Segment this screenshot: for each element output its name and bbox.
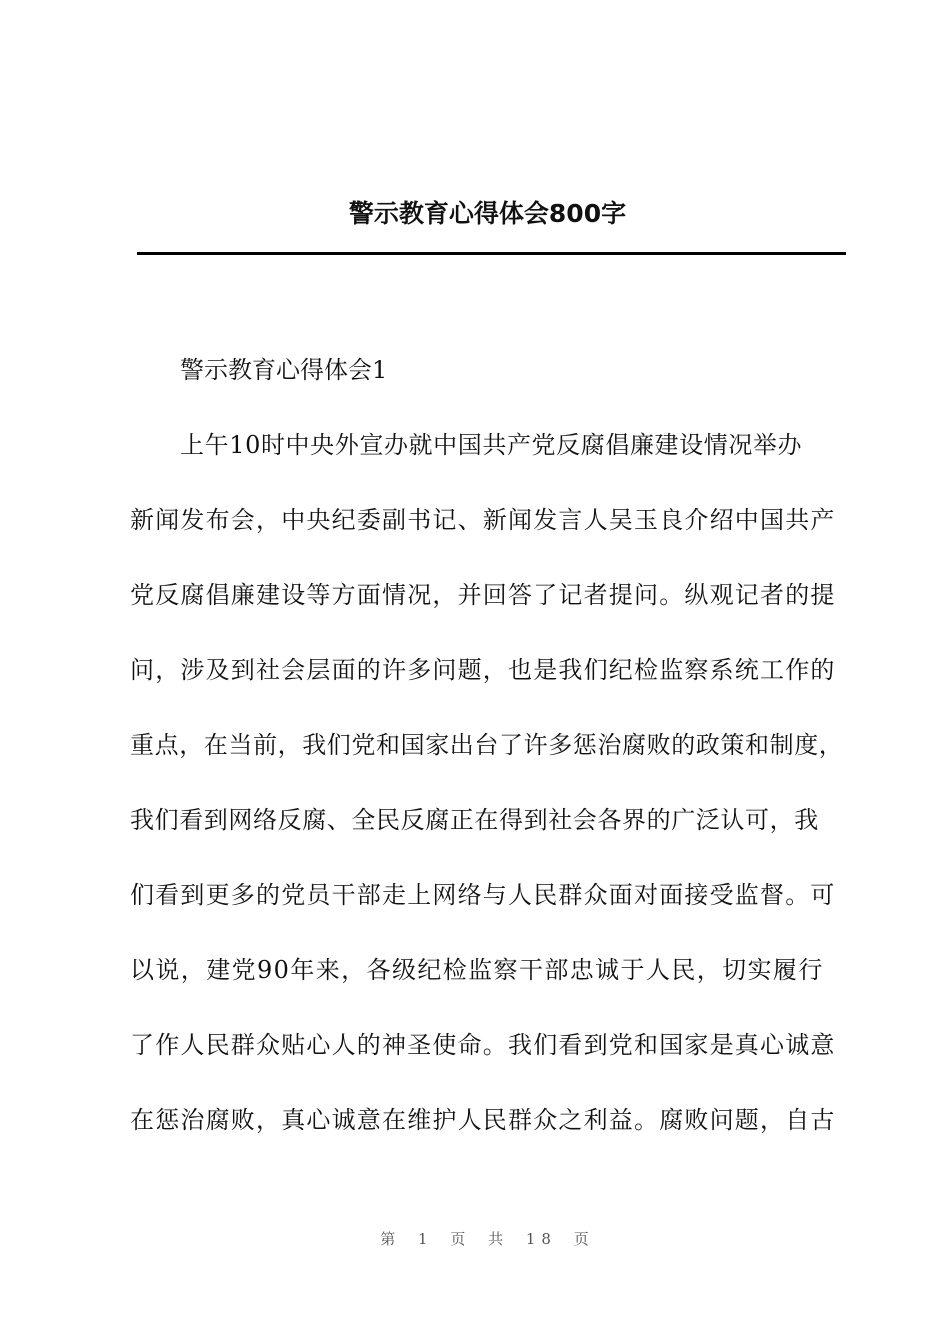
body-line: 在惩治腐败，真心诚意在维护人民群众之利益。腐败问题，自古: [130, 1106, 836, 1134]
body-line: 上午10时中央外宣办就中国共产党反腐倡廉建设情况举办: [180, 431, 803, 459]
body-line: 重点，在当前，我们党和国家出台了许多惩治腐败的政策和制度，: [130, 731, 844, 759]
document-title: 警示教育心得体会800字: [348, 199, 627, 228]
body-line: 们看到更多的党员干部走上网络与人民群众面对面接受监督。可: [130, 881, 836, 909]
body-line: 以说，建党90年来，各级纪检监察干部忠诚于人民，切实履行: [130, 956, 824, 984]
section-heading: 警示教育心得体会1: [180, 356, 388, 384]
body-line: 党反腐倡廉建设等方面情况，并回答了记者提问。纵观记者的提: [130, 581, 836, 609]
title-underline-rule: [137, 252, 846, 255]
body-line: 了作人民群众贴心人的神圣使命。我们看到党和国家是真心诚意: [130, 1031, 836, 1059]
body-line: 问，涉及到社会层面的许多问题，也是我们纪检监察系统工作的: [130, 656, 836, 684]
body-line: 新闻发布会，中央纪委副书记、新闻发言人吴玉良介绍中国共产: [130, 506, 836, 534]
body-line: 我们看到网络反腐、全民反腐正在得到社会各界的广泛认可，我: [130, 806, 819, 834]
page-number-footer: 第 1 页 共 18 页: [380, 1230, 595, 1248]
